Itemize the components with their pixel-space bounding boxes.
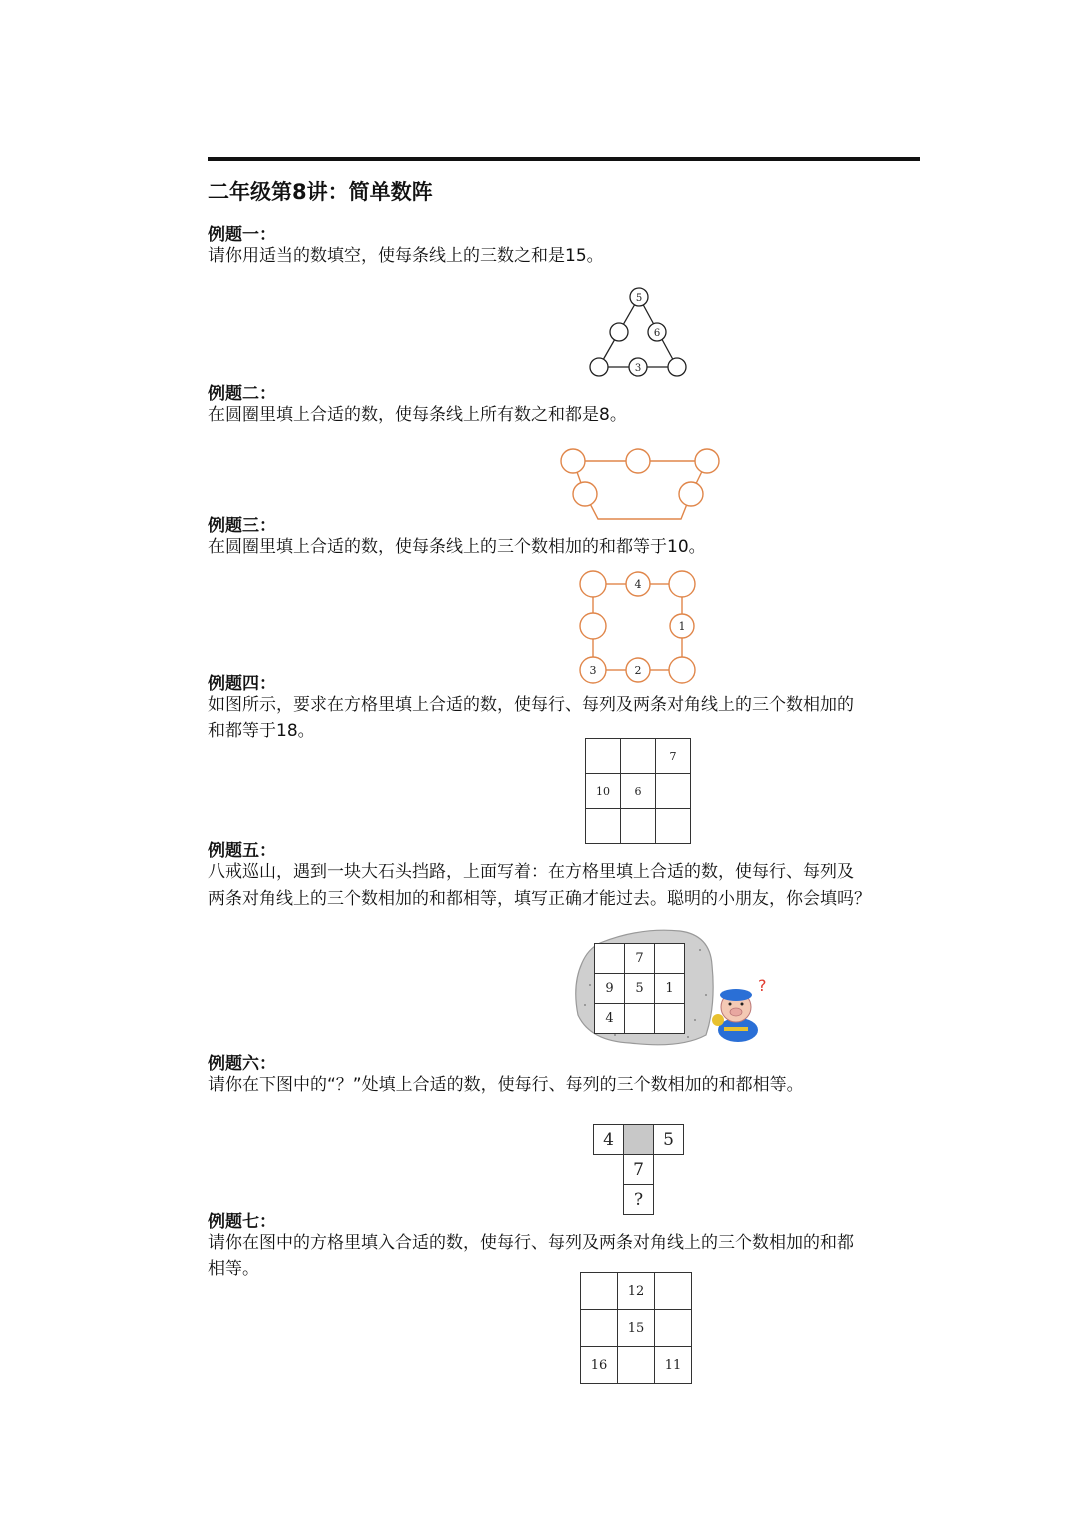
problem-7-text-line-1: 请你在图中的方格里填入合适的数，使每行、每列及两条对角线上的三个数相加的和都 <box>208 1233 854 1253</box>
t-grid-cell: 7 <box>624 1155 654 1185</box>
grid5-cell: 4 <box>595 1004 625 1034</box>
square-circle-top-right <box>669 571 695 597</box>
grid4-cell <box>621 809 656 844</box>
grid7-cell: 16 <box>581 1347 618 1384</box>
problem-5-heading: 例题五： <box>208 841 276 861</box>
grid7-cell <box>581 1273 618 1310</box>
problem-5-text-line-2: 两条对角线上的三个数相加的和都相等，填写正确才能过去。聪明的小朋友，你会填吗？ <box>208 889 871 909</box>
grid5-cell: 9 <box>595 974 625 1004</box>
square-value-right: 1 <box>678 620 686 633</box>
problem-3-square-figure <box>572 565 707 690</box>
problem-4-grid <box>585 738 691 844</box>
triangle-circle-left-mid <box>610 323 628 341</box>
problem-6-heading: 例题六： <box>208 1054 276 1074</box>
t-grid-cell: 4 <box>594 1125 624 1155</box>
square-circle-top-left <box>580 571 606 597</box>
problem-4-text-line-2: 和都等于18。 <box>208 721 315 741</box>
square-circle-mid-left <box>580 613 606 639</box>
square-circle-bottom-right <box>669 657 695 683</box>
problem-5-text-line-1: 八戒巡山，遇到一块大石头挡路，上面写着：在方格里填上合适的数，使每行、每列及 <box>208 862 854 882</box>
page-title: 二年级第8讲：简单数阵 <box>208 180 433 204</box>
problem-3-heading: 例题三： <box>208 516 276 536</box>
problem-7-grid <box>580 1272 692 1384</box>
square-value-bottom-left: 3 <box>589 664 597 677</box>
problem-6-text: 请你在下图中的“？”处填上合适的数，使每行、每列的三个数相加的和都相等。 <box>208 1075 804 1095</box>
problem-2-text: 在圆圈里填上合适的数，使每条线上所有数之和都是8。 <box>208 405 627 425</box>
grid4-cell <box>656 809 691 844</box>
grid4-cell <box>586 739 621 774</box>
chain-circle-left <box>573 482 597 506</box>
grid4-cell: 6 <box>621 774 656 809</box>
grid7-cell: 11 <box>655 1347 692 1384</box>
grid5-cell <box>655 944 685 974</box>
triangle-value-right: 6 <box>653 328 661 339</box>
square-value-bottom-mid: 2 <box>634 664 642 677</box>
problem-6-column <box>623 1154 654 1215</box>
problem-7-text-line-2: 相等。 <box>208 1259 259 1279</box>
grid4-cell <box>586 809 621 844</box>
grid7-cell: 15 <box>618 1310 655 1347</box>
t-grid-cell: 5 <box>654 1125 684 1155</box>
grid7-cell <box>581 1310 618 1347</box>
problem-4-heading: 例题四： <box>208 674 276 694</box>
top-rule <box>208 157 920 161</box>
chain-circle-top-right <box>695 449 719 473</box>
problem-3-text: 在圆圈里填上合适的数，使每条线上的三个数相加的和都等于10。 <box>208 537 706 557</box>
t-grid-question-cell: ? <box>624 1185 654 1215</box>
grid5-cell: 7 <box>625 944 655 974</box>
triangle-value-top: 5 <box>635 293 643 304</box>
grid4-cell <box>656 774 691 809</box>
grid7-cell: 12 <box>618 1273 655 1310</box>
t-grid-shaded-cell <box>624 1125 654 1155</box>
chain-circle-top-mid <box>626 449 650 473</box>
grid7-cell <box>655 1273 692 1310</box>
grid7-cell <box>618 1347 655 1384</box>
grid4-cell: 7 <box>656 739 691 774</box>
square-value-top: 4 <box>634 578 642 591</box>
problem-6-top-row <box>593 1124 684 1155</box>
problem-1-heading: 例题一： <box>208 225 276 245</box>
problem-4-text-line-1: 如图所示，要求在方格里填上合适的数，使每行、每列及两条对角线上的三个数相加的 <box>208 695 854 715</box>
question-mark-text: ? <box>758 976 767 995</box>
bajie-character-icon <box>708 975 780 1045</box>
triangle-value-bottom: 3 <box>634 363 642 374</box>
problem-2-chain-figure <box>555 445 730 525</box>
grid4-cell <box>621 739 656 774</box>
problem-5-grid <box>594 943 685 1034</box>
triangle-circle-bottom-left <box>590 358 608 376</box>
problem-2-heading: 例题二： <box>208 384 276 404</box>
grid7-cell <box>655 1310 692 1347</box>
grid4-cell: 10 <box>586 774 621 809</box>
chain-circle-right <box>679 482 703 506</box>
chain-circle-top-left <box>561 449 585 473</box>
grid5-cell <box>595 944 625 974</box>
grid5-cell <box>655 1004 685 1034</box>
triangle-circle-bottom-right <box>668 358 686 376</box>
grid5-cell <box>625 1004 655 1034</box>
grid5-cell: 1 <box>655 974 685 1004</box>
problem-7-heading: 例题七： <box>208 1212 276 1232</box>
problem-1-text: 请你用适当的数填空，使每条线上的三数之和是15。 <box>208 246 604 266</box>
grid5-cell: 5 <box>625 974 655 1004</box>
problem-1-triangle-figure <box>585 282 695 382</box>
